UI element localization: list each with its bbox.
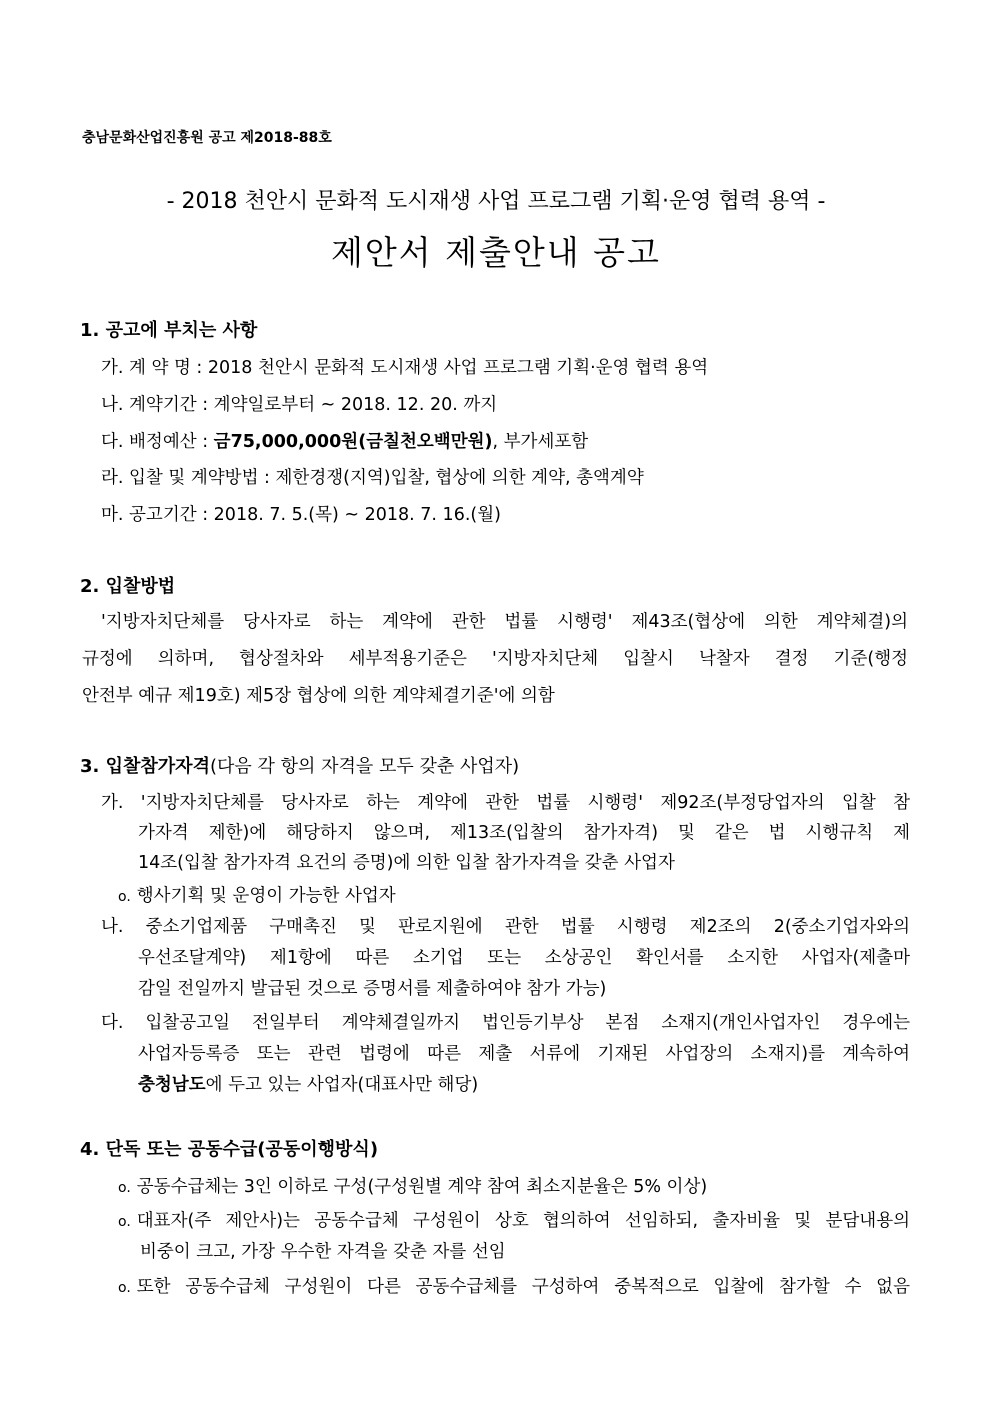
sec4-bullet-1 <box>118 1176 707 1199</box>
sec2-line-2: 규정에 의하며, 협상절차와 세부적용기준은 '지방자치단체 입찰시 낙찰자 결정 기준(행정 <box>82 649 908 669</box>
sec4-bullet-2 <box>118 1210 910 1233</box>
sec3-da-line-1: 다. 입찰공고일 전일부터 계약체결일까지 법인등기부상 본점 소재지(개인사업자인 경우에는 <box>101 1013 910 1033</box>
sec3-heading-note: (다음 각 항의 자격을 모두 갖춘 사업자) <box>209 756 520 777</box>
section-1-heading: 1. 공고에 부치는 사항 <box>80 320 258 341</box>
sec1-item-na: 나. 계약기간 : 계약일로부터 ~ 2018. 12. 20. 까지 <box>101 395 498 415</box>
sec3-na-line-3: 감일 전일까지 발급된 것으로 증명서를 제출하여야 참가 가능) <box>138 979 607 999</box>
section-2-heading: 2. 입찰방법 <box>80 576 176 597</box>
sec1-item-ra: 라. 입찰 및 계약방법 : 제한경쟁(지역)입찰, 협상에 의한 계약, 총액계약 <box>101 468 644 488</box>
sec3-da-line-2: 사업자등록증 또는 관련 법령에 따른 제출 서류에 기재된 사업장의 소재지)를 계속하여 <box>138 1044 910 1064</box>
sec3-ga-bullet <box>118 885 396 908</box>
sec3-da-line-3-rest: 에 두고 있는 사업자(대표사만 해당) <box>205 1075 479 1095</box>
bullet-mark: o. <box>118 1214 131 1230</box>
section-3-heading <box>80 756 519 778</box>
sec3-ga-line-1: 가. '지방자치단체를 당사자로 하는 계약에 관한 법률 시행령' 제92조(부정당업자의 입찰 참 <box>101 793 910 813</box>
sec4-bullet-1-text: 공동수급체는 3인 이하로 구성(구성원별 계약 참여 최소지분율은 5% 이상) <box>136 1177 708 1197</box>
region-name: 충청남도 <box>138 1075 206 1095</box>
sec4-bullet-2-text: 대표자(주 제안사)는 공동수급체 구성원이 상호 협의하여 선임하되, 출자비율 및 분담내용의 <box>136 1211 910 1231</box>
sec1-da-prefix: 다. 배정예산 : <box>101 432 214 452</box>
bullet-mark: o. <box>118 1280 131 1296</box>
sec4-bullet-3 <box>118 1276 910 1299</box>
sec4-bullet-2-cont: 비중이 크고, 가장 우수한 자격을 갖춘 자를 선임 <box>140 1242 506 1262</box>
document-title: 제안서 제출안내 공고 <box>331 233 661 272</box>
sec4-bullet-3-text: 또한 공동수급체 구성원이 다른 공동수급체를 구성하여 중복적으로 입찰에 참가할 수 없음 <box>136 1277 910 1297</box>
sec1-item-ga: 가. 계 약 명 : 2018 천안시 문화적 도시재생 사업 프로그램 기획·운영 협력 용역 <box>101 358 709 378</box>
sec3-da-line-3 <box>138 1074 910 1096</box>
sec3-ga-line-2: 가자격 제한)에 해당하지 않으며, 제13조(입찰의 참가자격) 및 같은 법 시행규칙 제 <box>138 823 910 843</box>
sec3-ga-line-3: 14조(입찰 참가자격 요건의 증명)에 의한 입찰 참가자격을 갖춘 사업자 <box>138 853 675 873</box>
sec1-da-suffix: , 부가세포함 <box>492 432 589 452</box>
sec2-line-3: 안전부 예규 제19호) 제5장 협상에 의한 계약체결기준'에 의함 <box>82 686 555 706</box>
sec3-na-line-1: 나. 중소기업제품 구매촉진 및 판로지원에 관한 법률 시행령 제2조의 2(중소기업자와의 <box>101 917 910 937</box>
budget-amount: 금75,000,000원(금칠천오백만원) <box>213 432 493 452</box>
document-subtitle: - 2018 천안시 문화적 도시재생 사업 프로그램 기획·운영 협력 용역 - <box>166 189 826 214</box>
bullet-mark: o. <box>118 889 131 905</box>
sec1-item-da <box>101 431 588 453</box>
bullet-mark: o. <box>118 1180 131 1196</box>
sec3-heading-title: 3. 입찰참가자격 <box>80 756 210 777</box>
sec2-line-1: '지방자치단체를 당사자로 하는 계약에 관한 법률 시행령' 제43조(협상에 의한 계약체결)의 <box>101 612 908 632</box>
sec1-item-ma: 마. 공고기간 : 2018. 7. 5.(목) ~ 2018. 7. 16.(월) <box>101 505 501 525</box>
section-4-heading: 4. 단독 또는 공동수급(공동이행방식) <box>80 1139 379 1160</box>
sec3-na-line-2: 우선조달계약) 제1항에 따른 소기업 또는 소상공인 확인서를 소지한 사업자(제출마 <box>138 948 910 968</box>
sec3-ga-bullet-text: 행사기획 및 운영이 가능한 사업자 <box>136 886 396 906</box>
notice-number: 충남문화산업진흥원 공고 제2018-88호 <box>82 130 332 146</box>
